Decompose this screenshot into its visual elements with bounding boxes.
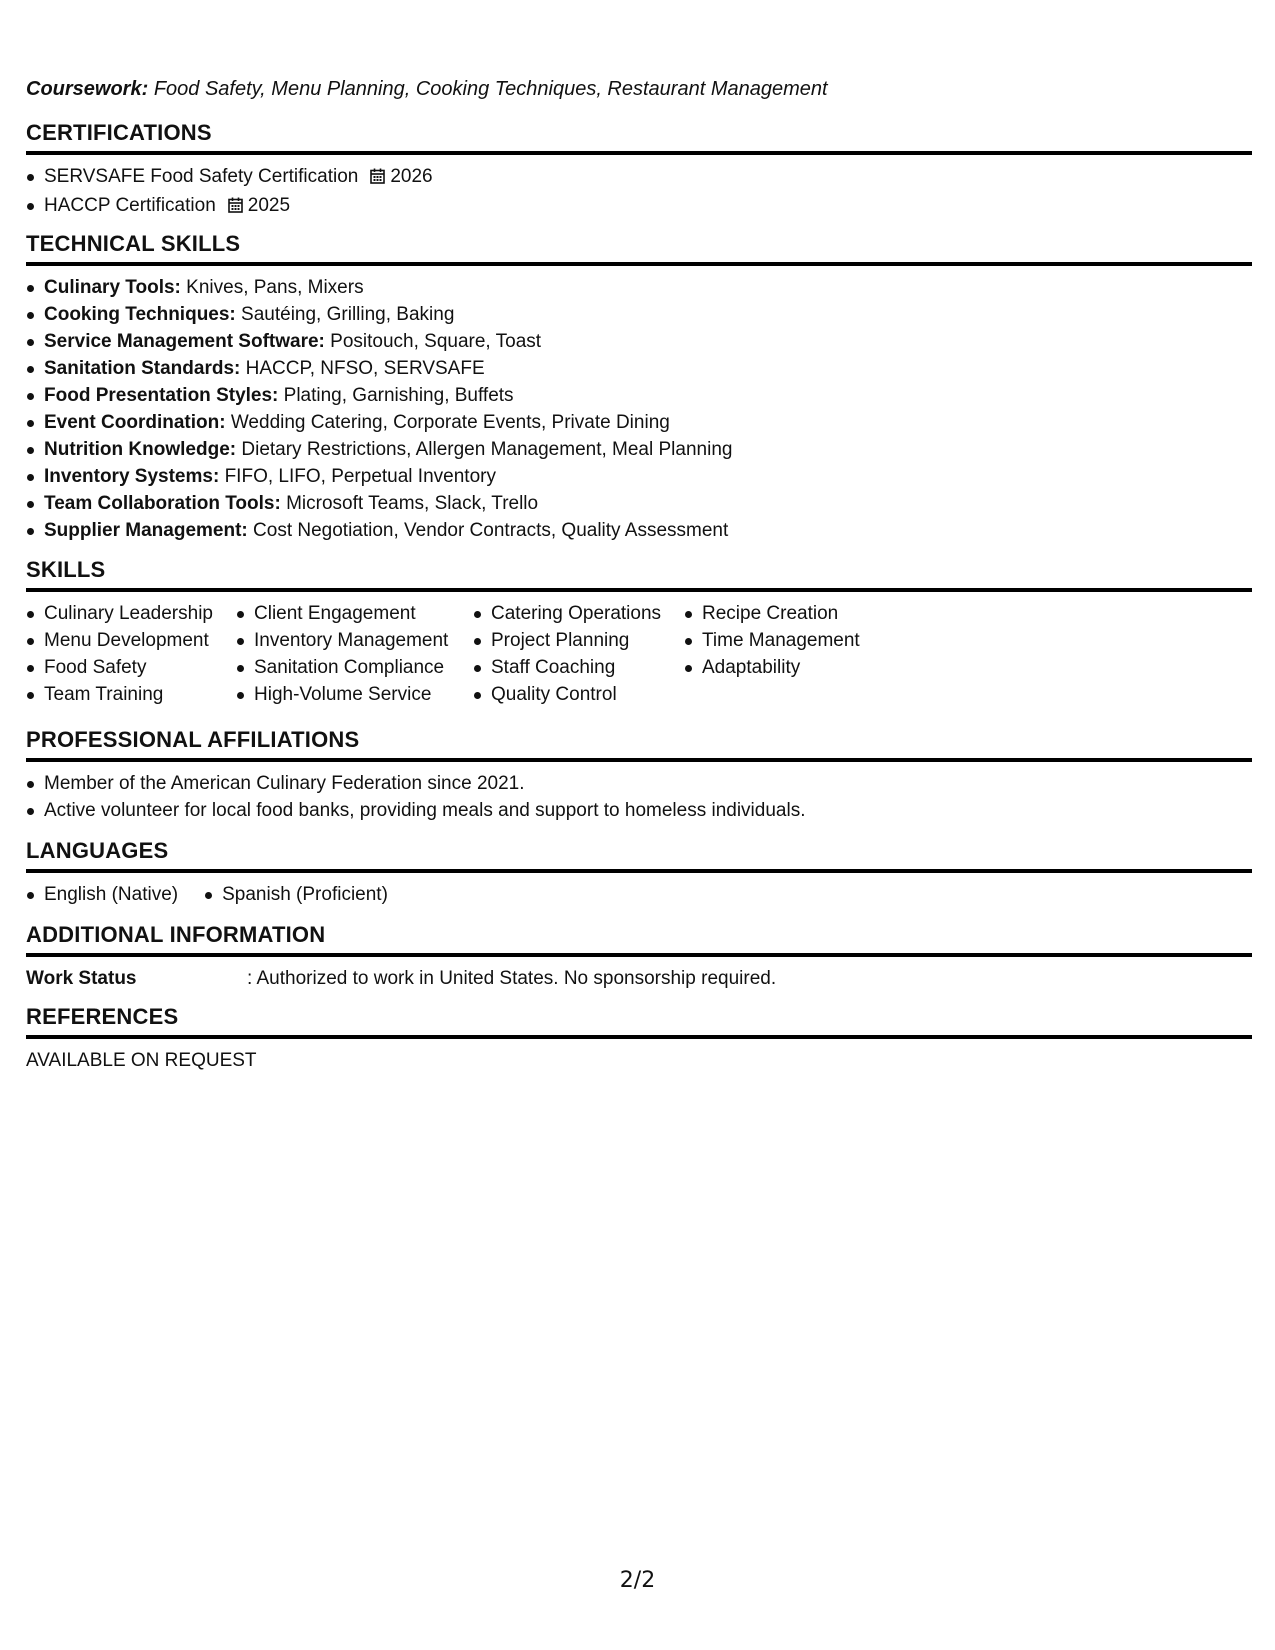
list-item bbox=[26, 463, 1252, 490]
list-item: Recipe Creation bbox=[684, 600, 884, 627]
languages-heading: LANGUAGES bbox=[26, 838, 1252, 873]
skill-label: Team Collaboration Tools: bbox=[44, 493, 281, 514]
list-item: Sanitation Compliance bbox=[236, 654, 473, 681]
list-item: Team Training bbox=[26, 681, 236, 708]
list-item: Menu Development bbox=[26, 627, 236, 654]
certification-year: 2026 bbox=[390, 166, 433, 187]
list-item bbox=[26, 192, 1252, 221]
certification-year: 2025 bbox=[247, 195, 291, 216]
list-item bbox=[26, 517, 1252, 544]
list-item: High-Volume Service bbox=[236, 681, 473, 708]
certifications-section bbox=[26, 120, 1252, 221]
references-heading: REFERENCES bbox=[26, 1004, 1252, 1039]
list-item: Active volunteer for local food banks, providing meals and support to homeless individuals. bbox=[26, 797, 1252, 824]
skill-value: Knives, Pans, Mixers bbox=[186, 277, 364, 298]
languages-list bbox=[26, 881, 1252, 908]
certifications-list bbox=[26, 163, 1252, 221]
skills-columns bbox=[26, 600, 1252, 708]
affiliations-list bbox=[26, 770, 1252, 824]
languages-section bbox=[26, 838, 1252, 908]
work-status-row bbox=[26, 965, 1252, 992]
skill-value: FIFO, LIFO, Perpetual Inventory bbox=[224, 466, 496, 487]
skill-label: Event Coordination: bbox=[44, 412, 226, 433]
skills-column bbox=[236, 600, 473, 708]
list-item bbox=[26, 328, 1252, 355]
skill-value: Positouch, Square, Toast bbox=[330, 331, 542, 352]
list-item: Staff Coaching bbox=[473, 654, 684, 681]
technical-skills-list bbox=[26, 274, 1252, 544]
skill-label: Nutrition Knowledge: bbox=[44, 439, 237, 460]
additional-info-heading: ADDITIONAL INFORMATION bbox=[26, 922, 1252, 957]
list-item: Quality Control bbox=[473, 681, 684, 708]
coursework-text: Food Safety, Menu Planning, Cooking Techniques, Restaurant Management bbox=[153, 78, 828, 100]
list-item bbox=[26, 409, 1252, 436]
list-item: Spanish (Proficient) bbox=[204, 881, 388, 908]
affiliations-heading: PROFESSIONAL AFFILIATIONS bbox=[26, 727, 1252, 762]
list-item: English (Native) bbox=[26, 881, 178, 908]
calendar-icon bbox=[370, 165, 385, 192]
affiliations-section bbox=[26, 727, 1252, 824]
page-number: 2/2 bbox=[619, 1568, 656, 1593]
skill-label: Food Presentation Styles: bbox=[44, 385, 279, 406]
list-item: Food Safety bbox=[26, 654, 236, 681]
list-item: Time Management bbox=[684, 627, 884, 654]
work-status-label: Work Status bbox=[26, 968, 137, 989]
list-item bbox=[26, 355, 1252, 382]
technical-skills-section bbox=[26, 231, 1252, 544]
certification-name: SERVSAFE Food Safety Certification bbox=[44, 166, 359, 187]
list-item: Adaptability bbox=[684, 654, 884, 681]
calendar-icon bbox=[228, 194, 243, 221]
technical-skills-heading: TECHNICAL SKILLS bbox=[26, 231, 1252, 266]
skill-value: Cost Negotiation, Vendor Contracts, Quality Assessment bbox=[253, 520, 729, 541]
references-section bbox=[26, 1004, 1252, 1074]
skill-value: Sautéing, Grilling, Baking bbox=[241, 304, 455, 325]
list-item: Culinary Leadership bbox=[26, 600, 236, 627]
skill-value: Microsoft Teams, Slack, Trello bbox=[286, 493, 539, 514]
list-item bbox=[26, 382, 1252, 409]
skills-column bbox=[684, 600, 884, 708]
list-item: Catering Operations bbox=[473, 600, 684, 627]
skill-label: Culinary Tools: bbox=[44, 277, 181, 298]
coursework-label: Coursework: bbox=[26, 78, 149, 100]
skill-value: HACCP, NFSO, SERVSAFE bbox=[245, 358, 485, 379]
skills-heading: SKILLS bbox=[26, 557, 1252, 592]
skill-value: Plating, Garnishing, Buffets bbox=[283, 385, 514, 406]
list-item bbox=[26, 436, 1252, 463]
list-item bbox=[26, 490, 1252, 517]
list-item: Client Engagement bbox=[236, 600, 473, 627]
list-item bbox=[26, 274, 1252, 301]
list-item: Inventory Management bbox=[236, 627, 473, 654]
skills-column bbox=[26, 600, 236, 708]
references-text: AVAILABLE ON REQUEST bbox=[26, 1050, 257, 1071]
skill-value: Dietary Restrictions, Allergen Management, Meal Planning bbox=[241, 439, 733, 460]
work-status-value: : Authorized to work in United States. No sponsorship required. bbox=[247, 968, 777, 989]
list-item bbox=[26, 163, 1252, 192]
certification-name: HACCP Certification bbox=[44, 195, 216, 216]
certifications-heading: CERTIFICATIONS bbox=[26, 120, 1252, 155]
skill-label: Supplier Management: bbox=[44, 520, 248, 541]
skill-label: Cooking Techniques: bbox=[44, 304, 236, 325]
skill-label: Inventory Systems: bbox=[44, 466, 220, 487]
list-item: Project Planning bbox=[473, 627, 684, 654]
skills-section bbox=[26, 557, 1252, 708]
list-item bbox=[26, 301, 1252, 328]
skill-label: Sanitation Standards: bbox=[44, 358, 241, 379]
coursework-line bbox=[26, 78, 828, 101]
skill-value: Wedding Catering, Corporate Events, Private Dining bbox=[230, 412, 670, 433]
skill-label: Service Management Software: bbox=[44, 331, 325, 352]
additional-info-section bbox=[26, 922, 1252, 992]
skills-column bbox=[473, 600, 684, 708]
list-item: Member of the American Culinary Federation since 2021. bbox=[26, 770, 1252, 797]
